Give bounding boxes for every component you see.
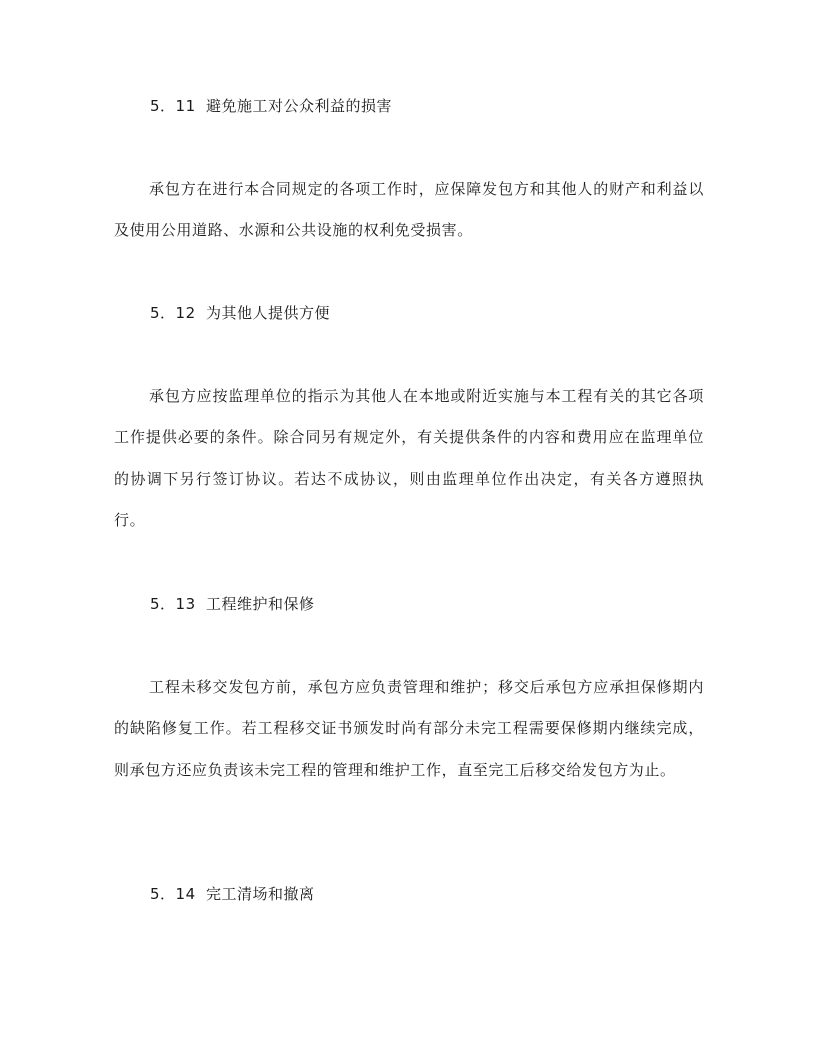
section-title: 工程维护和保修 [206,595,315,613]
section-heading-5-12 [150,303,330,323]
section-heading-5-14 [150,884,315,904]
paragraph-text: 工程未移交发包方前，承包方应负责管理和维护；移交后承包方应承担保修期内的缺陷修复工作。若工程移交证书颁发时尚有部分未完工程需要保修期内继续完成，则承包方还应负责该未完工程的管理和维护工作，直至完工后移交给发包方为止。 [114,678,704,779]
section-paragraph-5-11 [114,169,704,252]
paragraph-text: 承包方应按监理单位的指示为其他人在本地或附近实施与本工程有关的其它各项工作提供必要的条件。除合同另有规定外，有关提供条件的内容和费用应在监理单位的协调下另行签订协议。若达不成协议，则由监理单位作出决定，有关各方遵照执行。 [114,387,704,529]
section-title: 完工清场和撤离 [206,885,315,903]
section-number: 5．13 [150,595,196,613]
section-paragraph-5-12 [114,376,704,541]
section-paragraph-5-13 [114,667,704,791]
section-heading-5-13 [150,594,315,614]
section-title: 为其他人提供方便 [206,304,331,322]
section-title: 避免施工对公众利益的损害 [206,97,393,115]
paragraph-text: 承包方在进行本合同规定的各项工作时，应保障发包方和其他人的财产和利益以及使用公用道路、水源和公共设施的权利免受损害。 [114,180,704,240]
section-heading-5-11 [150,96,392,116]
section-number: 5．11 [150,97,196,115]
section-number: 5．14 [150,885,196,903]
section-number: 5．12 [150,304,196,322]
